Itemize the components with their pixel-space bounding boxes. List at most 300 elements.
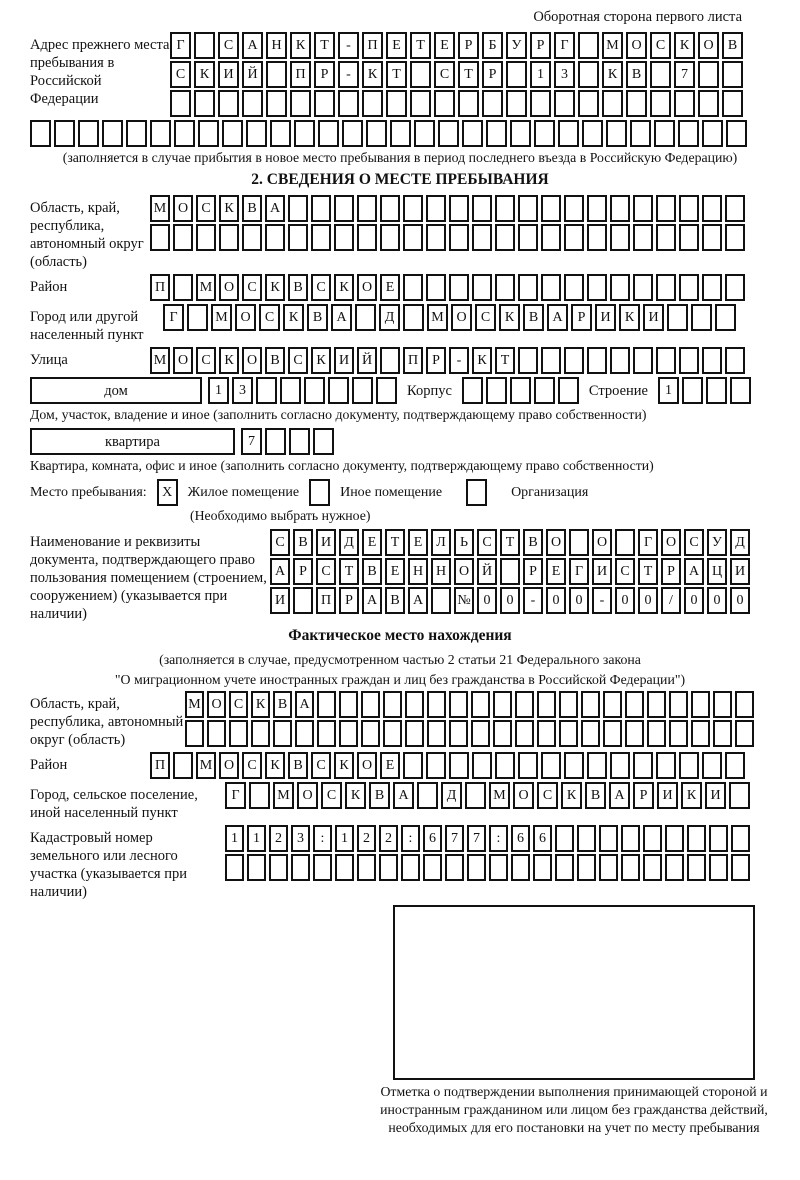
form-cell[interactable]	[449, 224, 469, 251]
form-cell[interactable]	[722, 90, 743, 117]
form-cell[interactable]	[621, 854, 640, 881]
form-cell[interactable]	[342, 120, 363, 147]
form-cell[interactable]: 1	[335, 825, 354, 852]
form-cell[interactable]	[361, 720, 380, 747]
form-cell[interactable]: И	[592, 558, 612, 585]
form-cell[interactable]	[731, 825, 750, 852]
form-cell[interactable]: :	[313, 825, 332, 852]
form-cell[interactable]	[518, 224, 538, 251]
form-cell[interactable]: К	[619, 304, 640, 331]
form-cell[interactable]: 6	[423, 825, 442, 852]
form-cell[interactable]: В	[385, 587, 405, 614]
form-cell[interactable]: Г	[225, 782, 246, 809]
form-cell[interactable]: С	[259, 304, 280, 331]
form-cell[interactable]: 7	[674, 61, 695, 88]
form-cell[interactable]	[691, 720, 710, 747]
form-cell[interactable]: №	[454, 587, 474, 614]
form-cell[interactable]: К	[334, 752, 354, 779]
form-cell[interactable]	[647, 691, 666, 718]
form-cell[interactable]	[558, 377, 579, 404]
form-cell[interactable]	[674, 90, 695, 117]
form-cell[interactable]: М	[427, 304, 448, 331]
form-cell[interactable]: 0	[707, 587, 727, 614]
form-cell[interactable]	[405, 720, 424, 747]
form-cell[interactable]	[198, 120, 219, 147]
form-cell[interactable]: М	[273, 782, 294, 809]
form-cell[interactable]: У	[506, 32, 527, 59]
form-cell[interactable]	[515, 720, 534, 747]
form-cell[interactable]	[339, 691, 358, 718]
form-cell[interactable]	[610, 752, 630, 779]
form-cell[interactable]	[495, 752, 515, 779]
form-cell[interactable]	[731, 854, 750, 881]
form-cell[interactable]	[534, 377, 555, 404]
form-cell[interactable]	[414, 120, 435, 147]
form-cell[interactable]	[449, 691, 468, 718]
form-cell[interactable]	[290, 90, 311, 117]
form-cell[interactable]	[380, 224, 400, 251]
form-cell[interactable]	[269, 854, 288, 881]
form-cell[interactable]: О	[207, 691, 226, 718]
form-cell[interactable]: Т	[458, 61, 479, 88]
form-cell[interactable]	[54, 120, 75, 147]
form-cell[interactable]: М	[211, 304, 232, 331]
form-cell[interactable]: И	[657, 782, 678, 809]
form-cell[interactable]	[78, 120, 99, 147]
form-cell[interactable]: М	[150, 347, 170, 374]
form-cell[interactable]: 2	[379, 825, 398, 852]
form-cell[interactable]	[709, 825, 728, 852]
form-cell[interactable]: Р	[523, 558, 543, 585]
form-cell[interactable]: Р	[530, 32, 551, 59]
form-cell[interactable]	[725, 195, 745, 222]
form-cell[interactable]: М	[196, 752, 216, 779]
form-cell[interactable]: 1	[530, 61, 551, 88]
form-cell[interactable]: -	[592, 587, 612, 614]
form-cell[interactable]: Т	[638, 558, 658, 585]
form-cell[interactable]: М	[150, 195, 170, 222]
form-cell[interactable]: С	[311, 752, 331, 779]
form-cell[interactable]: Д	[441, 782, 462, 809]
form-cell[interactable]	[715, 304, 736, 331]
form-cell[interactable]	[174, 120, 195, 147]
form-cell[interactable]: А	[609, 782, 630, 809]
form-cell[interactable]	[339, 720, 358, 747]
form-cell[interactable]: П	[403, 347, 423, 374]
form-cell[interactable]: В	[242, 195, 262, 222]
form-cell[interactable]	[569, 529, 589, 556]
form-cell[interactable]	[270, 120, 291, 147]
form-cell[interactable]	[335, 854, 354, 881]
form-cell[interactable]: О	[451, 304, 472, 331]
form-cell[interactable]	[318, 120, 339, 147]
form-cell[interactable]: В	[288, 274, 308, 301]
form-cell[interactable]	[291, 854, 310, 881]
form-cell[interactable]: Е	[385, 558, 405, 585]
form-cell[interactable]	[357, 854, 376, 881]
form-cell[interactable]	[173, 752, 193, 779]
form-cell[interactable]	[555, 825, 574, 852]
form-cell[interactable]: О	[219, 752, 239, 779]
form-cell[interactable]	[467, 854, 486, 881]
form-cell[interactable]: Н	[431, 558, 451, 585]
form-cell[interactable]	[405, 691, 424, 718]
stay-type-checkbox-other[interactable]	[309, 479, 330, 506]
form-cell[interactable]: Т	[385, 529, 405, 556]
form-cell[interactable]: В	[523, 529, 543, 556]
form-cell[interactable]	[702, 195, 722, 222]
form-cell[interactable]	[687, 825, 706, 852]
form-cell[interactable]: Б	[482, 32, 503, 59]
form-cell[interactable]: Р	[339, 587, 359, 614]
form-cell[interactable]: С	[196, 347, 216, 374]
form-cell[interactable]	[218, 90, 239, 117]
form-cell[interactable]	[541, 347, 561, 374]
form-cell[interactable]	[431, 587, 451, 614]
form-cell[interactable]: О	[626, 32, 647, 59]
form-cell[interactable]	[449, 752, 469, 779]
form-cell[interactable]	[564, 347, 584, 374]
form-cell[interactable]: Е	[386, 32, 407, 59]
form-cell[interactable]: К	[194, 61, 215, 88]
form-cell[interactable]	[610, 195, 630, 222]
form-cell[interactable]: 6	[511, 825, 530, 852]
form-cell[interactable]: Р	[426, 347, 446, 374]
form-cell[interactable]: Т	[339, 558, 359, 585]
form-cell[interactable]	[679, 752, 699, 779]
form-cell[interactable]	[621, 825, 640, 852]
form-cell[interactable]: П	[150, 752, 170, 779]
form-cell[interactable]	[630, 120, 651, 147]
form-cell[interactable]	[403, 195, 423, 222]
form-cell[interactable]	[417, 782, 438, 809]
form-cell[interactable]	[173, 274, 193, 301]
form-cell[interactable]	[314, 90, 335, 117]
stay-type-checkbox-organization[interactable]	[466, 479, 487, 506]
confirmation-stamp-box[interactable]	[393, 905, 755, 1080]
form-cell[interactable]	[472, 752, 492, 779]
form-cell[interactable]	[219, 224, 239, 251]
form-cell[interactable]	[554, 90, 575, 117]
form-cell[interactable]: В	[273, 691, 292, 718]
form-cell[interactable]: К	[499, 304, 520, 331]
form-cell[interactable]: Г	[170, 32, 191, 59]
form-cell[interactable]	[610, 224, 630, 251]
form-cell[interactable]	[338, 90, 359, 117]
form-cell[interactable]	[403, 304, 424, 331]
form-cell[interactable]: И	[270, 587, 290, 614]
form-cell[interactable]	[735, 720, 754, 747]
form-cell[interactable]	[530, 90, 551, 117]
form-cell[interactable]: 1	[208, 377, 229, 404]
form-cell[interactable]	[472, 195, 492, 222]
form-cell[interactable]	[665, 825, 684, 852]
form-cell[interactable]	[150, 120, 171, 147]
form-cell[interactable]	[495, 195, 515, 222]
form-cell[interactable]: Г	[554, 32, 575, 59]
form-cell[interactable]	[510, 377, 531, 404]
form-cell[interactable]: О	[698, 32, 719, 59]
apartment-box[interactable]: квартира	[30, 428, 235, 455]
form-cell[interactable]	[582, 120, 603, 147]
form-cell[interactable]	[698, 61, 719, 88]
form-cell[interactable]	[242, 224, 262, 251]
form-cell[interactable]	[472, 224, 492, 251]
form-cell[interactable]	[242, 90, 263, 117]
form-cell[interactable]: О	[661, 529, 681, 556]
form-cell[interactable]	[380, 195, 400, 222]
form-cell[interactable]	[537, 720, 556, 747]
form-cell[interactable]	[541, 752, 561, 779]
form-cell[interactable]: О	[454, 558, 474, 585]
stay-type-checkbox-residential[interactable]: X	[157, 479, 178, 506]
form-cell[interactable]: Е	[380, 274, 400, 301]
form-cell[interactable]: Д	[730, 529, 750, 556]
form-cell[interactable]	[293, 587, 313, 614]
form-cell[interactable]	[730, 377, 751, 404]
form-cell[interactable]	[633, 195, 653, 222]
form-cell[interactable]	[633, 224, 653, 251]
form-cell[interactable]: А	[270, 558, 290, 585]
form-cell[interactable]	[564, 195, 584, 222]
form-cell[interactable]: С	[196, 195, 216, 222]
form-cell[interactable]: Р	[633, 782, 654, 809]
form-cell[interactable]	[702, 752, 722, 779]
form-cell[interactable]	[294, 120, 315, 147]
form-cell[interactable]: В	[523, 304, 544, 331]
form-cell[interactable]	[698, 90, 719, 117]
form-cell[interactable]: К	[219, 195, 239, 222]
form-cell[interactable]: С	[288, 347, 308, 374]
form-cell[interactable]	[577, 825, 596, 852]
form-cell[interactable]	[643, 854, 662, 881]
form-cell[interactable]: Г	[638, 529, 658, 556]
form-cell[interactable]	[633, 752, 653, 779]
form-cell[interactable]: М	[489, 782, 510, 809]
form-cell[interactable]	[185, 720, 204, 747]
form-cell[interactable]: Ц	[707, 558, 727, 585]
form-cell[interactable]: Й	[357, 347, 377, 374]
form-cell[interactable]	[289, 428, 310, 455]
form-cell[interactable]	[656, 224, 676, 251]
form-cell[interactable]	[194, 90, 215, 117]
form-cell[interactable]: А	[393, 782, 414, 809]
form-cell[interactable]	[559, 691, 578, 718]
form-cell[interactable]: Й	[242, 61, 263, 88]
house-box[interactable]: дом	[30, 377, 202, 404]
form-cell[interactable]	[656, 274, 676, 301]
form-cell[interactable]: В	[307, 304, 328, 331]
form-cell[interactable]: -	[338, 32, 359, 59]
form-cell[interactable]	[669, 720, 688, 747]
form-cell[interactable]	[610, 347, 630, 374]
form-cell[interactable]	[603, 720, 622, 747]
form-cell[interactable]: К	[561, 782, 582, 809]
form-cell[interactable]	[518, 752, 538, 779]
form-cell[interactable]: Л	[431, 529, 451, 556]
form-cell[interactable]	[687, 854, 706, 881]
form-cell[interactable]	[656, 752, 676, 779]
form-cell[interactable]	[679, 195, 699, 222]
form-cell[interactable]: :	[489, 825, 508, 852]
form-cell[interactable]: А	[362, 587, 382, 614]
form-cell[interactable]	[558, 120, 579, 147]
form-cell[interactable]: О	[297, 782, 318, 809]
form-cell[interactable]	[587, 224, 607, 251]
form-cell[interactable]	[581, 691, 600, 718]
form-cell[interactable]: О	[546, 529, 566, 556]
form-cell[interactable]	[207, 720, 226, 747]
form-cell[interactable]	[403, 224, 423, 251]
form-cell[interactable]	[495, 224, 515, 251]
form-cell[interactable]	[702, 347, 722, 374]
form-cell[interactable]: У	[707, 529, 727, 556]
form-cell[interactable]	[603, 691, 622, 718]
form-cell[interactable]: 0	[615, 587, 635, 614]
form-cell[interactable]	[472, 274, 492, 301]
form-cell[interactable]	[679, 224, 699, 251]
form-cell[interactable]	[725, 224, 745, 251]
form-cell[interactable]: Е	[434, 32, 455, 59]
form-cell[interactable]	[386, 90, 407, 117]
form-cell[interactable]	[682, 377, 703, 404]
form-cell[interactable]: С	[270, 529, 290, 556]
form-cell[interactable]	[187, 304, 208, 331]
form-cell[interactable]	[518, 195, 538, 222]
form-cell[interactable]	[726, 120, 747, 147]
form-cell[interactable]	[625, 691, 644, 718]
form-cell[interactable]: 0	[684, 587, 704, 614]
form-cell[interactable]	[518, 274, 538, 301]
form-cell[interactable]: О	[219, 274, 239, 301]
form-cell[interactable]	[534, 120, 555, 147]
form-cell[interactable]: 7	[467, 825, 486, 852]
form-cell[interactable]: С	[311, 274, 331, 301]
form-cell[interactable]: Е	[408, 529, 428, 556]
form-cell[interactable]: А	[265, 195, 285, 222]
form-cell[interactable]: О	[235, 304, 256, 331]
form-cell[interactable]: К	[311, 347, 331, 374]
form-cell[interactable]	[390, 120, 411, 147]
form-cell[interactable]	[434, 90, 455, 117]
form-cell[interactable]	[311, 195, 331, 222]
form-cell[interactable]	[251, 720, 270, 747]
form-cell[interactable]	[352, 377, 373, 404]
form-cell[interactable]	[362, 90, 383, 117]
form-cell[interactable]	[376, 377, 397, 404]
form-cell[interactable]	[30, 120, 51, 147]
form-cell[interactable]: В	[362, 558, 382, 585]
form-cell[interactable]	[725, 347, 745, 374]
form-cell[interactable]: О	[592, 529, 612, 556]
form-cell[interactable]	[266, 61, 287, 88]
form-cell[interactable]	[602, 90, 623, 117]
form-cell[interactable]: 0	[477, 587, 497, 614]
form-cell[interactable]	[471, 691, 490, 718]
form-cell[interactable]	[334, 195, 354, 222]
form-cell[interactable]	[615, 529, 635, 556]
form-cell[interactable]	[246, 120, 267, 147]
form-cell[interactable]	[489, 854, 508, 881]
form-cell[interactable]: К	[362, 61, 383, 88]
form-cell[interactable]: К	[334, 274, 354, 301]
form-cell[interactable]	[500, 558, 520, 585]
form-cell[interactable]: К	[265, 752, 285, 779]
form-cell[interactable]	[506, 90, 527, 117]
form-cell[interactable]: 7	[241, 428, 262, 455]
form-cell[interactable]	[541, 224, 561, 251]
form-cell[interactable]: В	[722, 32, 743, 59]
form-cell[interactable]: Е	[380, 752, 400, 779]
form-cell[interactable]	[725, 752, 745, 779]
form-cell[interactable]	[445, 854, 464, 881]
form-cell[interactable]: С	[242, 752, 262, 779]
form-cell[interactable]: Т	[386, 61, 407, 88]
form-cell[interactable]	[313, 428, 334, 455]
form-cell[interactable]	[555, 854, 574, 881]
form-cell[interactable]	[650, 90, 671, 117]
form-cell[interactable]	[702, 120, 723, 147]
form-cell[interactable]: А	[684, 558, 704, 585]
form-cell[interactable]: :	[401, 825, 420, 852]
form-cell[interactable]	[256, 377, 277, 404]
form-cell[interactable]: И	[730, 558, 750, 585]
form-cell[interactable]: Т	[500, 529, 520, 556]
form-cell[interactable]: С	[537, 782, 558, 809]
form-cell[interactable]: П	[150, 274, 170, 301]
form-cell[interactable]	[667, 304, 688, 331]
form-cell[interactable]: /	[661, 587, 681, 614]
form-cell[interactable]	[288, 224, 308, 251]
form-cell[interactable]: В	[288, 752, 308, 779]
form-cell[interactable]	[559, 720, 578, 747]
form-cell[interactable]	[328, 377, 349, 404]
form-cell[interactable]: И	[643, 304, 664, 331]
form-cell[interactable]	[317, 691, 336, 718]
form-cell[interactable]	[599, 825, 618, 852]
form-cell[interactable]	[427, 691, 446, 718]
form-cell[interactable]	[486, 120, 507, 147]
form-cell[interactable]	[709, 854, 728, 881]
form-cell[interactable]	[515, 691, 534, 718]
form-cell[interactable]	[247, 854, 266, 881]
form-cell[interactable]: В	[369, 782, 390, 809]
form-cell[interactable]: 0	[546, 587, 566, 614]
form-cell[interactable]: М	[185, 691, 204, 718]
form-cell[interactable]	[380, 347, 400, 374]
form-cell[interactable]	[357, 195, 377, 222]
form-cell[interactable]	[702, 274, 722, 301]
form-cell[interactable]: О	[242, 347, 262, 374]
form-cell[interactable]: С	[242, 274, 262, 301]
form-cell[interactable]: М	[602, 32, 623, 59]
form-cell[interactable]	[403, 274, 423, 301]
form-cell[interactable]	[403, 752, 423, 779]
form-cell[interactable]	[587, 347, 607, 374]
form-cell[interactable]: В	[626, 61, 647, 88]
form-cell[interactable]	[304, 377, 325, 404]
form-cell[interactable]: -	[523, 587, 543, 614]
form-cell[interactable]	[625, 720, 644, 747]
form-cell[interactable]	[633, 347, 653, 374]
form-cell[interactable]: О	[357, 752, 377, 779]
form-cell[interactable]: П	[316, 587, 336, 614]
form-cell[interactable]	[722, 61, 743, 88]
form-cell[interactable]: К	[290, 32, 311, 59]
form-cell[interactable]: А	[331, 304, 352, 331]
form-cell[interactable]	[273, 720, 292, 747]
form-cell[interactable]	[229, 720, 248, 747]
